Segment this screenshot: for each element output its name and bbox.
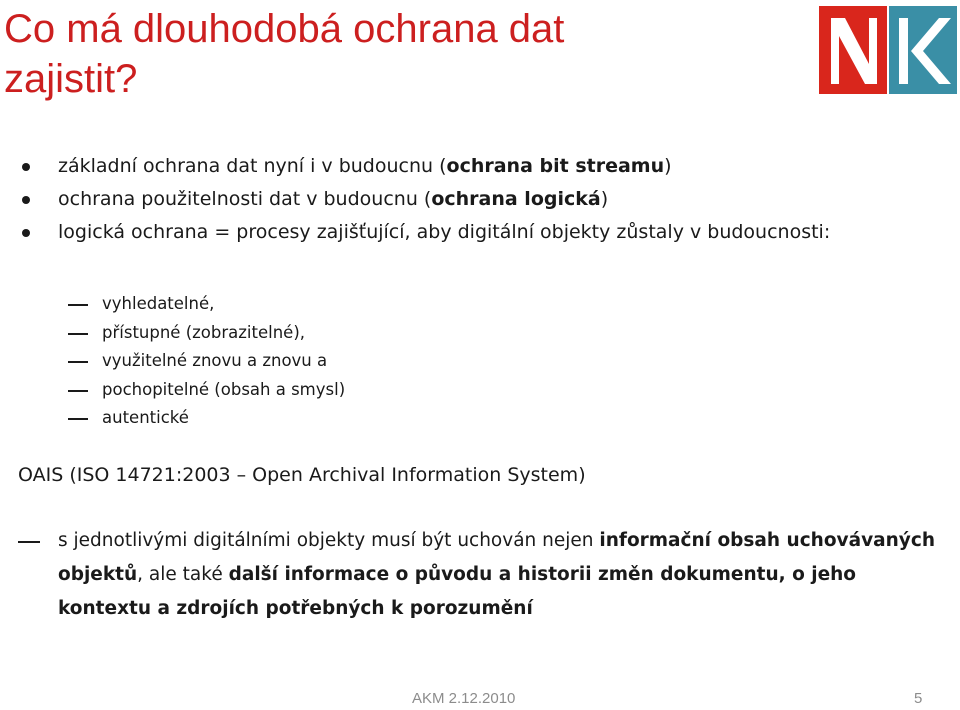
title-line-2: zajistit? (4, 57, 138, 101)
sub-item-5: autentické (102, 404, 345, 433)
bullet-item-2: ochrana použitelnosti dat v budoucnu (ochrana logická) (58, 183, 938, 216)
oais-line: OAIS (ISO 14721:2003 – Open Archival Information System) (18, 464, 586, 486)
sub-item-1: vyhledatelné, (102, 290, 345, 319)
sub-list (102, 290, 345, 433)
paragraph: s jednotlivými digitálními objekty musí být uchován nejen informační obsah uchovávaných objektů, ale také další informace o původu a historii změn dokumentu, o jeho kontextu a zdrojích potřebných k porozumění (58, 530, 935, 619)
nk-logo-graphic (819, 6, 957, 94)
sub-item-4: pochopitelné (obsah a smysl) (102, 376, 345, 405)
sub-item-2: přístupné (zobrazitelné), (102, 319, 345, 348)
bullet-item-1: základní ochrana dat nyní i v budoucnu (ochrana bit streamu) (58, 150, 938, 183)
nk-logo-icon (819, 6, 957, 94)
sub-item-3: využitelné znovu a znovu a (102, 347, 345, 376)
bullet-item-3: logická ochrana = procesy zajišťující, aby digitální objekty zůstaly v budoucnosti: (58, 216, 838, 249)
dash-marker (18, 541, 40, 543)
bullet-list (58, 150, 938, 249)
title-line-1: Co má dlouhodobá ochrana dat (4, 7, 565, 51)
page-number: 5 (914, 690, 923, 707)
footer-date: AKM 2.12.2010 (412, 690, 516, 707)
page-title (4, 4, 784, 104)
